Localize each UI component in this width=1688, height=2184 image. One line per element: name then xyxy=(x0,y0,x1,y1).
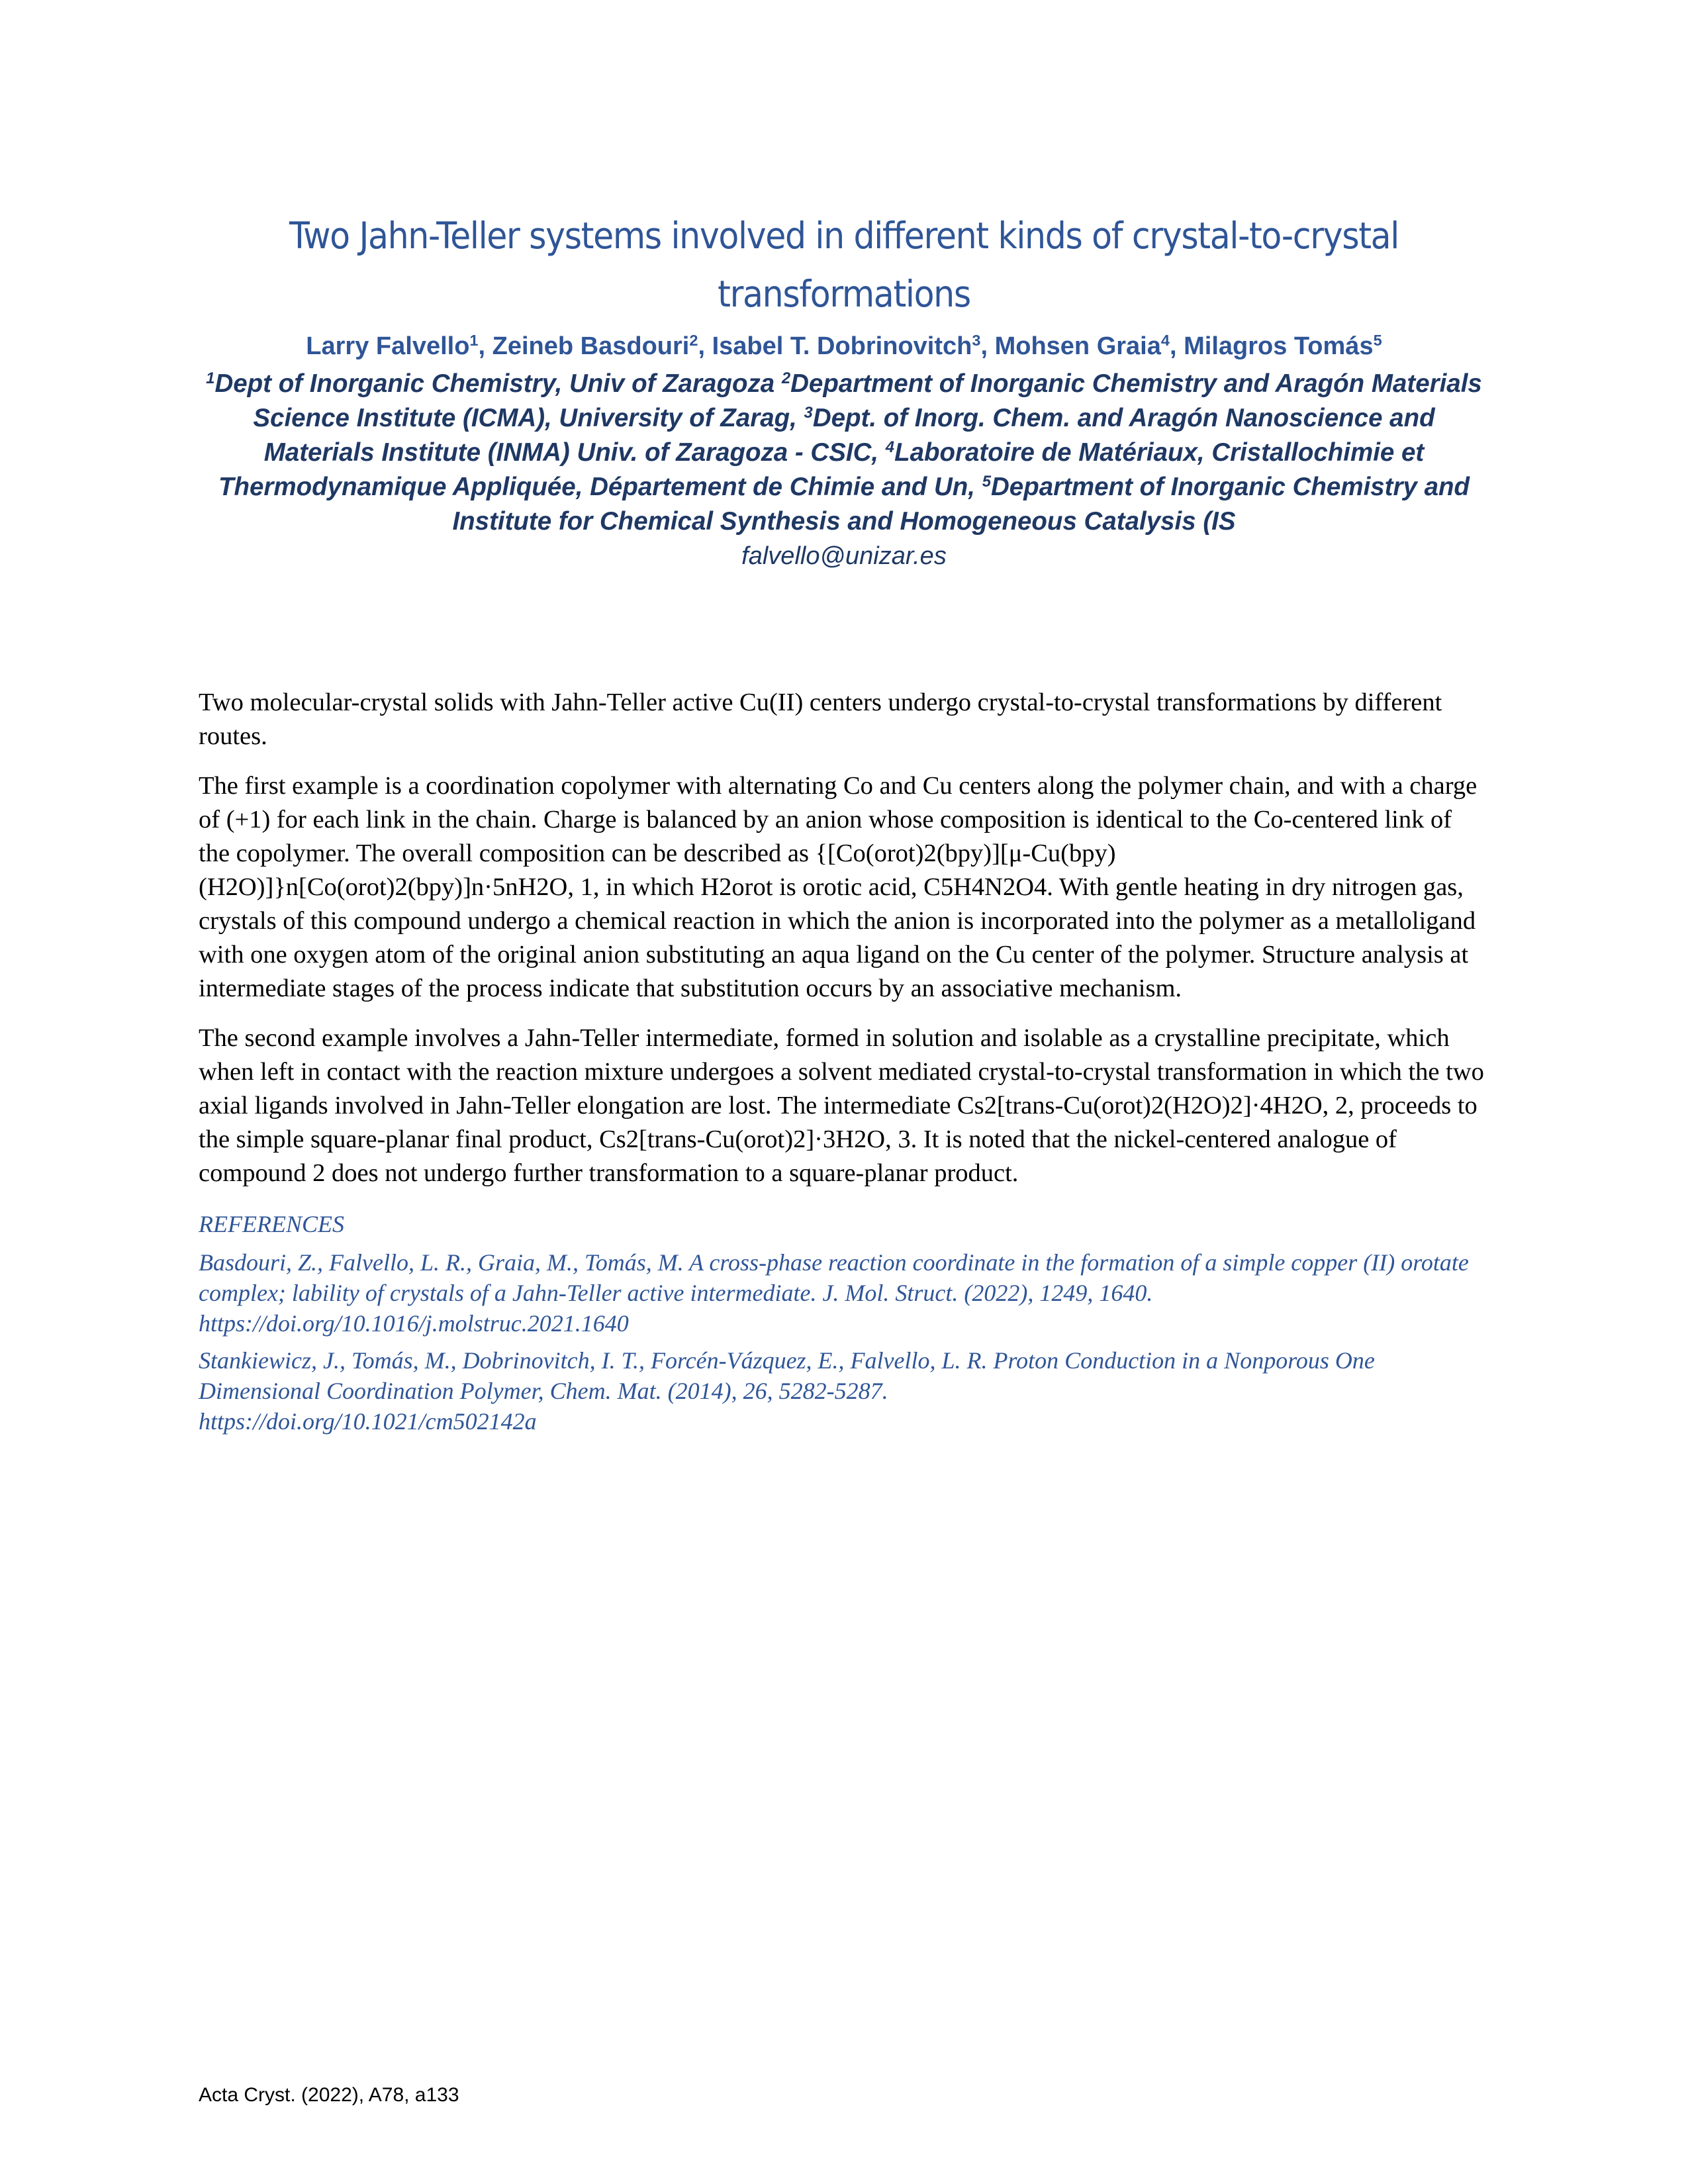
author-separator: , xyxy=(698,332,712,360)
affiliation-text: Dept of Inorganic Chemistry, Univ of Zaragoza xyxy=(214,369,782,398)
paper-title: Two Jahn-Teller systems involved in different kinds of crystal-to-crystal transformations xyxy=(289,214,1399,315)
author-name: Isabel T. Dobrinovitch xyxy=(712,332,972,360)
author-affil-marker: 4 xyxy=(1160,332,1170,350)
author-separator: , xyxy=(980,332,995,360)
references-section xyxy=(199,1209,1486,1437)
affiliation-list xyxy=(199,367,1489,539)
affiliation-text: Dept. of Inorg. Chem. and Aragón Nanoscience and Materials Institute (INMA) Univ. of Zaragoza - CSIC, xyxy=(263,404,1435,467)
reference-text: Basdouri, Z., Falvello, L. R., Graia, M., Tomás, M. A cross-phase reaction coordinate in the formation of a simple copper (II) orotate complex; lability of crystals of a Jahn-Teller active intermediate. J. Mol. Struct. (2022), 1249, 1640. xyxy=(199,1249,1469,1306)
author-affil-marker: 5 xyxy=(1373,332,1382,350)
author-name: Mohsen Graia xyxy=(994,332,1161,360)
affiliation-marker: 2 xyxy=(781,369,791,387)
affiliation-marker: 1 xyxy=(206,369,215,387)
reference-doi-link[interactable]: https://doi.org/10.1021/cm502142a xyxy=(199,1408,537,1435)
abstract-paragraph: The first example is a coordination copolymer with alternating Co and Cu centers along the polymer chain, and with a charge of (+1) for each link in the chain. Charge is balanced by an anion whose composition is identical to the Co-centered link of the copolymer. The overall composition can be described as {[Co(orot)2(bpy)][μ-Cu(bpy)(H2O)]}n[Co(orot)2(bpy)]n·5nH2O, 1, in which H2orot is orotic acid, C5H4N2O4. With gentle heating in dry nitrogen gas, crystals of this compound undergo a chemical reaction in which the anion is incorporated into the polymer as a metalloligand with one oxygen atom of the original anion substituting an aqua ligand on the Cu center of the polymer. Structure analysis at intermediate stages of the process indicate that substitution occurs by an associative mechanism. xyxy=(199,772,1477,1002)
author-name: Zeineb Basdouri xyxy=(492,332,690,360)
abstract-paragraph: Two molecular-crystal solids with Jahn-Teller active Cu(II) centers undergo crystal-to-crystal transformations by different routes. xyxy=(199,688,1442,750)
author-affil-marker: 2 xyxy=(689,332,698,350)
author-affil-marker: 1 xyxy=(469,332,479,350)
affiliation-marker: 4 xyxy=(885,438,895,456)
paper-header xyxy=(199,207,1489,573)
reference-item xyxy=(199,1345,1486,1437)
abstract-paragraph: The second example involves a Jahn-Teller intermediate, formed in solution and isolable as a crystalline precipitate, which when left in contact with the reaction mixture undergoes a solvent mediated crystal-to-crystal transformation in which the two axial ligands involved in Jahn-Teller elongation are lost. The intermediate Cs2[trans-Cu(orot)2(H2O)2]·4H2O, 2, proceeds to the simple square-planar final product, Cs2[trans-Cu(orot)2]·3H2O, 3. It is noted that the nickel-centered analogue of compound 2 does not undergo further transformation to a square-planar product. xyxy=(199,1024,1484,1187)
author-separator: , xyxy=(478,332,492,360)
affiliation-text: Department of Inorganic Chemistry and Institute for Chemical Synthesis and Homogeneous Catalysis (IS xyxy=(452,473,1470,536)
affiliation-text: Department of Inorganic Chemistry and Aragón Materials Science Institute (ICMA), University of Zarag, xyxy=(253,369,1482,432)
affiliation-text: Laboratoire de Matériaux, Cristallochimie et Thermodynamique Appliquée, Département de Chimie and Un, xyxy=(218,438,1425,501)
affiliation-marker: 3 xyxy=(804,403,813,422)
affiliation-marker: 5 xyxy=(982,472,991,491)
author-name: Milagros Tomás xyxy=(1184,332,1374,360)
author-list xyxy=(199,330,1489,363)
reference-doi-link[interactable]: https://doi.org/10.1016/j.molstruc.2021.1640 xyxy=(199,1310,629,1337)
abstract-body xyxy=(199,686,1486,1443)
references-heading: REFERENCES xyxy=(199,1211,344,1237)
author-separator: , xyxy=(1169,332,1184,360)
reference-item xyxy=(199,1247,1486,1339)
reference-text: Stankiewicz, J., Tomás, M., Dobrinovitch, I. T., Forcén-Vázquez, E., Falvello, L. R. Proton Conduction in a Nonporous One Dimensional Coordination Polymer, Chem. Mat. (2014), 26, 5282-5287. xyxy=(199,1347,1375,1404)
journal-citation-footer: Acta Cryst. (2022), A78, a133 xyxy=(199,2084,459,2106)
contact-email[interactable]: falvello@unizar.es xyxy=(741,542,947,570)
author-name: Larry Falvello xyxy=(306,332,470,360)
author-affil-marker: 3 xyxy=(972,332,981,350)
